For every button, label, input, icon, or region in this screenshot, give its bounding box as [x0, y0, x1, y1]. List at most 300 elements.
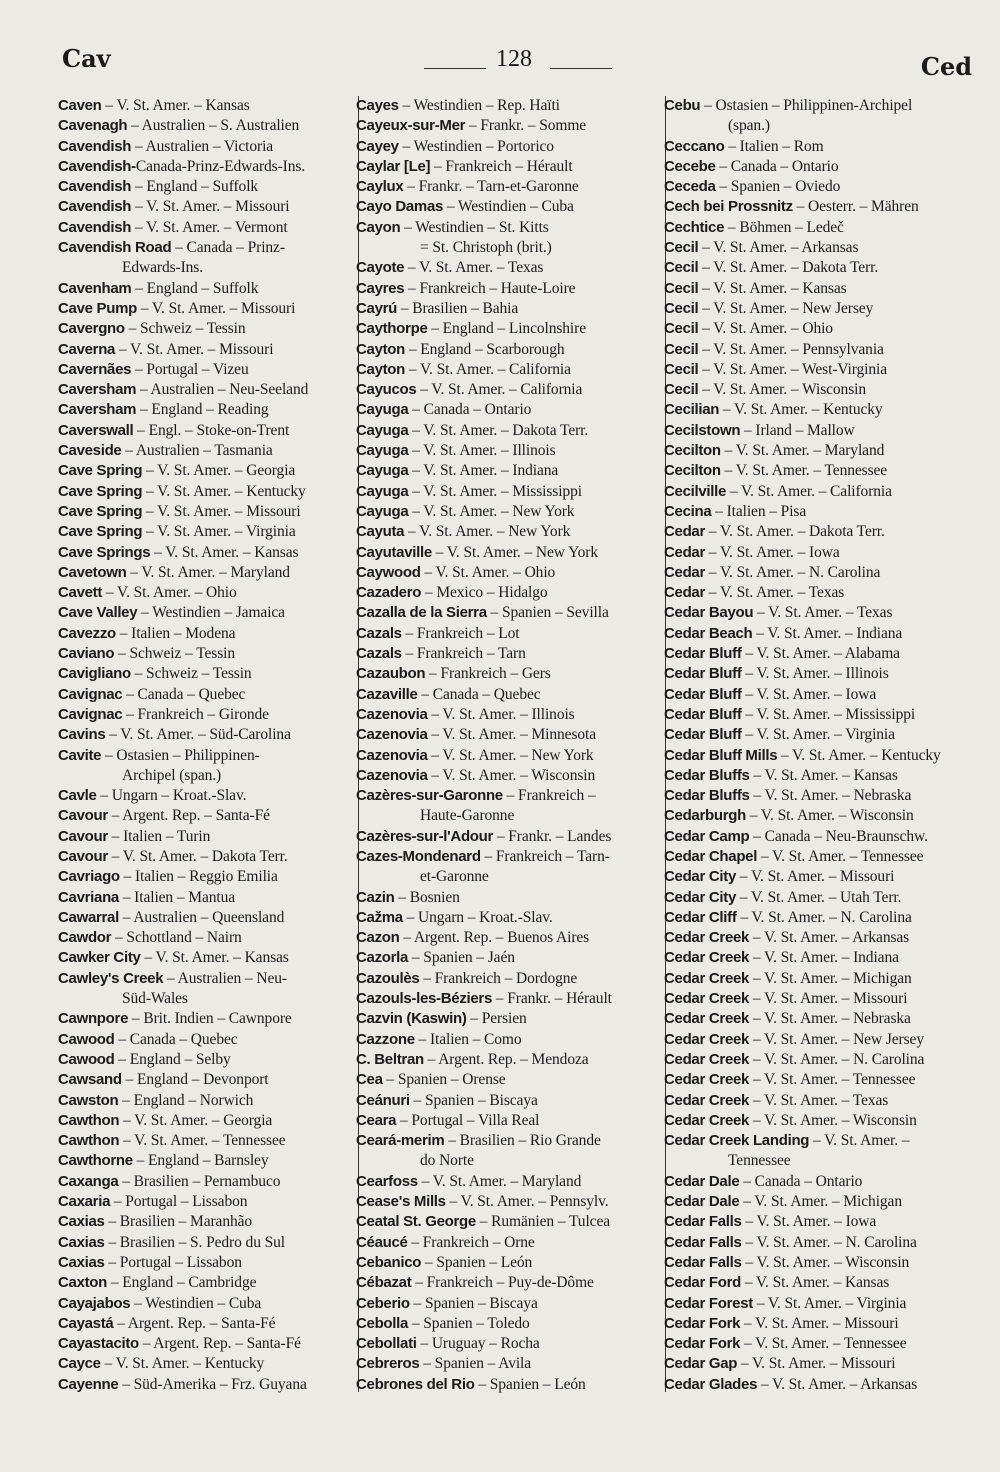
entry-place-name: Cazon [356, 929, 400, 947]
gazetteer-entry [664, 1314, 972, 1334]
gazetteer-entry [58, 197, 354, 217]
entry-place-name: Caverswall [58, 421, 134, 439]
entry-place-name: Caversham [58, 381, 137, 399]
entry-place-name: Cayuga [356, 401, 409, 419]
entry-place-name: Cecil [664, 360, 699, 378]
gazetteer-entry [664, 502, 972, 522]
entry-location: – Argent. Rep. – Santa-Fé [138, 1335, 301, 1353]
gazetteer-entry [58, 380, 354, 400]
entry-location: – Frankreich – Orne [407, 1233, 535, 1251]
entry-place-name: Cecina [664, 502, 712, 520]
entry-place-name: Cazorla [356, 949, 409, 967]
entry-location: – Canada – Quebec [417, 685, 541, 703]
entry-place-name: Cayon [356, 218, 401, 236]
gazetteer-entry [58, 116, 354, 136]
entry-location: – V. St. Amer. – California [416, 381, 583, 399]
entry-place-name: Cave Pump [58, 299, 137, 317]
entry-place-name: Cedar Bluffs [664, 787, 750, 805]
entry-location: – V. St. Amer. – New York [408, 502, 575, 520]
entry-location: do Norte [420, 1152, 474, 1170]
gazetteer-entry [664, 1354, 972, 1374]
entry-location: – Brasilien – Pernambuco [118, 1172, 281, 1190]
entry-continuation [58, 766, 354, 786]
gazetteer-entry [664, 766, 972, 786]
gazetteer-entry [664, 258, 972, 278]
gazetteer-entry [664, 543, 972, 563]
entry-place-name: Cawsand [58, 1071, 122, 1089]
gazetteer-entry [58, 502, 354, 522]
entry-location: – V. St. Amer. – Georgia [142, 462, 296, 480]
gazetteer-entry [58, 482, 354, 502]
entry-location: – Argent. Rep. – Santa-Fé [113, 1314, 276, 1332]
gazetteer-entry [356, 400, 656, 420]
entry-place-name: Cedar Bluff Mills [664, 746, 778, 764]
entry-place-name: Cedar Creek [664, 1050, 750, 1068]
entry-location: – Mexico – Hidalgo [421, 584, 548, 602]
gazetteer-entry [664, 685, 972, 705]
entry-location: – Frankr. – Hérault [492, 990, 612, 1008]
entry-location: – Frankreich – Tarn- [480, 847, 610, 865]
entry-place-name: Cedarburgh [664, 807, 747, 825]
entry-location: – V. St. Amer. – New York [427, 746, 594, 764]
entry-location: – Frankreich – Puy-de-Dôme [411, 1274, 594, 1292]
gazetteer-entry [356, 157, 656, 177]
entry-place-name: Cawthorne [58, 1152, 133, 1170]
entry-place-name: Cazères-sur-l'Adour [356, 827, 494, 845]
entry-place-name: Cawley's Creek [58, 969, 164, 987]
gazetteer-entry [664, 1375, 972, 1395]
entry-location: Archipel (span.) [122, 766, 222, 784]
entry-location: – V. St. Amer. – Texas [749, 1091, 889, 1109]
gazetteer-entry [58, 461, 354, 481]
entry-place-name: Cecil [664, 279, 699, 297]
entry-location: – Frankreich – [502, 787, 596, 805]
entry-place-name: Cavendish- [58, 157, 136, 175]
entry-location: – England – Scarborough [405, 340, 565, 358]
gazetteer-entry [356, 1212, 656, 1232]
entry-location: – V. St. Amer. – Dakota Terr. [705, 523, 885, 541]
entry-place-name: Cedar [664, 563, 706, 581]
entry-place-name: Cedar Creek [664, 1111, 750, 1129]
entry-location: – V. St. Amer. – Michigan [739, 1193, 902, 1211]
gazetteer-entry [356, 644, 656, 664]
entry-location: – V. St. Amer. – West-Virginia [698, 360, 887, 378]
entry-location: – V. St. Amer. – Kansas [101, 97, 250, 114]
entry-location: – Canada – Quebec [122, 685, 246, 703]
entry-location: – Italien – Pisa [711, 502, 807, 520]
entry-location: – Uruguay – Rocha [416, 1335, 540, 1353]
entry-location: – V. St. Amer. – Georgia [119, 1111, 273, 1129]
entry-continuation [58, 258, 354, 278]
entry-place-name: Caven [58, 97, 102, 114]
gazetteer-entry [356, 705, 656, 725]
entry-location: – V. St. Amer. – Kansas [698, 279, 847, 297]
entry-location: – Frankr. – Landes [493, 827, 612, 845]
page-header [0, 44, 1000, 84]
entry-place-name: Cecilton [664, 442, 721, 460]
gazetteer-entry [58, 583, 354, 603]
entry-place-name: Cavour [58, 827, 108, 845]
entry-place-name: Cedar Bluff [664, 726, 742, 744]
entry-location: – V. St. Amer. – Virginia [741, 726, 895, 744]
entry-location: – V. St. Amer. – Maryland [417, 1172, 582, 1190]
gazetteer-entry [356, 928, 656, 948]
entry-place-name: Cazadero [356, 584, 422, 602]
gazetteer-entry [356, 563, 656, 583]
entry-place-name: Cazenovia [356, 726, 428, 744]
entry-place-name: Cedar Falls [664, 1253, 742, 1271]
entry-location: – Italien – Como [414, 1030, 522, 1048]
gazetteer-entry [58, 1070, 354, 1090]
entry-place-name: Cedar Chapel [664, 847, 758, 865]
gazetteer-entry [58, 1253, 354, 1273]
entry-location: – Spanien – Sevilla [486, 604, 609, 622]
entry-place-name: Cazalla de la Sierra [356, 604, 487, 622]
entry-location: – V. St. Amer. – Indiana [749, 949, 899, 967]
entry-place-name: Cavignac [58, 705, 123, 723]
gazetteer-entry [664, 522, 972, 542]
gazetteer-entry [356, 340, 656, 360]
entry-place-name: Caxias [58, 1213, 105, 1231]
entry-continuation [356, 1151, 656, 1171]
entry-place-name: Cedar Glades [664, 1375, 758, 1393]
entry-location: – V. St. Amer. – Missouri [737, 1355, 896, 1373]
entry-location: – V. St. Amer. – Missouri [749, 990, 908, 1008]
entry-place-name: Cébazat [356, 1274, 412, 1292]
entry-location: – V. St. Amer. – Tennessee [740, 1335, 907, 1353]
entry-place-name: Cavigliano [58, 665, 131, 683]
gazetteer-entry [664, 400, 972, 420]
entry-place-name: Caylar [Le] [356, 157, 431, 175]
entry-place-name: Cayton [356, 340, 406, 358]
entry-location: – V. St. Amer. – Utah Terr. [736, 888, 902, 906]
gazetteer-entry [664, 421, 972, 441]
entry-place-name: Cayote [356, 259, 405, 277]
entry-place-name: Cecil [664, 340, 699, 358]
gazetteer-entry [58, 1314, 354, 1334]
entry-location: – V. St. Amer. – [809, 1132, 910, 1150]
entry-place-name: Caverna [58, 340, 116, 358]
gazetteer-entry [58, 827, 354, 847]
entry-location: – England – Lincolnshire [427, 320, 586, 338]
entry-location: – Spanien – Avila [419, 1355, 532, 1373]
entry-place-name: Cedar Creek [664, 1071, 750, 1089]
entry-location: – V. St. Amer. – Süd-Carolina [105, 726, 291, 744]
gazetteer-entry [356, 1294, 656, 1314]
gazetteer-entry [664, 360, 972, 380]
gazetteer-entry [356, 1030, 656, 1050]
entry-place-name: Cave Spring [58, 462, 143, 480]
entry-place-name: Ceánuri [356, 1091, 410, 1109]
entry-place-name: Cecilton [664, 462, 721, 480]
gazetteer-entry [664, 1131, 972, 1151]
gazetteer-entry [664, 827, 972, 847]
gazetteer-entry [58, 847, 354, 867]
gazetteer-entry [356, 197, 656, 217]
entry-location: – V. St. Amer. – Maryland [126, 563, 290, 581]
entry-location: – V. St. Amer. – Mississippi [408, 482, 582, 500]
entry-place-name: Ceberio [356, 1294, 410, 1312]
entry-location: – V. St. Amer. – Dakota Terr. [408, 421, 589, 439]
entry-location: – Ungarn – Kroat.-Slav. [402, 908, 553, 926]
entry-location: – Spanien – Jaén [408, 949, 515, 967]
entry-location: – Westindien – Cuba [443, 198, 574, 216]
entry-continuation [664, 116, 972, 136]
gazetteer-entry [356, 1131, 656, 1151]
entry-location: – V. St. Amer. – Ohio [698, 320, 833, 338]
entry-place-name: Cebollati [356, 1335, 417, 1353]
entry-location: – V. St. Amer. – Nebraska [749, 787, 912, 805]
gazetteer-entry [664, 1070, 972, 1090]
entry-location: – V. St. Amer. – Missouri [115, 340, 274, 358]
entry-place-name: Cea [356, 1071, 383, 1089]
entry-location: – Schottland – Nairn [111, 929, 242, 947]
entry-location: – Brasilien – S. Pedro du Sul [104, 1233, 285, 1251]
entry-place-name: Cebreros [356, 1355, 420, 1373]
entry-place-name: Cedar [664, 523, 706, 541]
gazetteer-entry [356, 908, 656, 928]
entry-place-name: C. Beltran [356, 1050, 424, 1068]
gazetteer-entry [664, 279, 972, 299]
gazetteer-entry [356, 1111, 656, 1131]
entry-location: – Irland – Mallow [740, 421, 855, 439]
gazetteer-entry [664, 969, 972, 989]
entry-place-name: Cawood [58, 1030, 115, 1048]
entry-location: – Canada – Ontario [739, 1172, 863, 1190]
entry-place-name: Cayo Damas [356, 198, 444, 216]
gazetteer-entry [356, 1070, 656, 1090]
gazetteer-entry [356, 1009, 656, 1029]
entry-place-name: Cecil [664, 239, 699, 257]
gazetteer-entry [356, 441, 656, 461]
entry-place-name: Cazaubon [356, 665, 426, 683]
gazetteer-entry [664, 177, 972, 197]
header-rule-left [424, 68, 486, 69]
gazetteer-entry [58, 1111, 354, 1131]
entry-location: – V. St. Amer. – Kansas [741, 1274, 890, 1292]
entry-place-name: Caylux [356, 178, 404, 196]
gazetteer-entry [664, 461, 972, 481]
gazetteer-entry [356, 664, 656, 684]
entry-location: – Persien [466, 1010, 527, 1028]
entry-location: – Ungarn – Kroat.-Slav. [96, 787, 247, 805]
entry-place-name: Cedar Camp [664, 827, 750, 845]
entry-place-name: Cavett [58, 584, 103, 602]
gazetteer-entry [664, 441, 972, 461]
entry-place-name: Cazvin (Kaswin) [356, 1010, 467, 1028]
entry-location: – V. St. Amer. – Tennessee [749, 1071, 916, 1089]
gazetteer-entry [58, 522, 354, 542]
page-number: 128 [496, 46, 532, 72]
entry-location: – Westindien – Rep. Haïti [398, 97, 560, 114]
gazetteer-entry [58, 1172, 354, 1192]
entry-location: – Westindien – St. Kitts [400, 218, 549, 236]
entry-location: – Ostasien – Philippinen-Archipel [700, 97, 913, 114]
gazetteer-entry [356, 746, 656, 766]
gazetteer-entry [58, 1009, 354, 1029]
gazetteer-entry [664, 1253, 972, 1273]
gazetteer-entry [664, 1091, 972, 1111]
entry-location: – V. St. Amer. – Wisconsin [746, 807, 914, 825]
entry-location: – Frankr. – Somme [465, 117, 587, 135]
gazetteer-entry [58, 867, 354, 887]
entry-place-name: Cebrones del Rio [356, 1375, 475, 1393]
entry-location: – Australien – Queensland [118, 908, 285, 926]
gazetteer-entry [664, 319, 972, 339]
entry-place-name: Cedar Creek [664, 1030, 750, 1048]
gazetteer-entry [664, 197, 972, 217]
entry-location: – Australien – Neu- [163, 969, 287, 987]
entry-place-name: Cavenagh [58, 117, 128, 135]
entry-place-name: Cayes [356, 97, 399, 114]
entry-place-name: Cave Spring [58, 523, 143, 541]
entry-location: – V. St. Amer. – Arkansas [698, 239, 859, 257]
entry-place-name: Cave Spring [58, 502, 143, 520]
entry-location: – V. St. Amer. – Dakota Terr. [698, 259, 879, 277]
entry-location: – Spanien – Biscaya [409, 1294, 538, 1312]
gazetteer-entry [58, 1050, 354, 1070]
entry-location: – England – Reading [136, 401, 269, 419]
entry-place-name: Cedar Creek [664, 929, 750, 947]
entry-location: – Spanien – León [421, 1253, 533, 1271]
entry-location: – V. St. Amer. – Ohio [420, 563, 556, 581]
entry-location: – V. St. Amer. – Iowa [741, 685, 877, 703]
entry-place-name: Cavle [58, 787, 97, 805]
entry-location: – V. St. Amer. – Kentucky [719, 401, 883, 419]
gazetteer-entry [664, 806, 972, 826]
entry-location: – V. St. Amer. – Missouri [740, 1314, 899, 1332]
gazetteer-entry [664, 1111, 972, 1131]
gazetteer-entry [58, 664, 354, 684]
gazetteer-entry [356, 279, 656, 299]
entry-place-name: Cavergno [58, 320, 125, 338]
gazetteer-entry [664, 867, 972, 887]
entry-place-name: Cedar Dale [664, 1172, 740, 1190]
entry-place-name: Cazères-sur-Garonne [356, 787, 503, 805]
gazetteer-entry [664, 746, 972, 766]
entry-place-name: Cebu [664, 97, 701, 114]
entry-location: – Brit. Indien – Cawnpore [128, 1010, 292, 1028]
gazetteer-entry [58, 948, 354, 968]
entry-place-name: Cavignac [58, 685, 123, 703]
entry-location: – Canada – Quebec [114, 1030, 238, 1048]
gazetteer-entry [58, 96, 354, 116]
gazetteer-entry [356, 583, 656, 603]
entry-location: – Frankreich – Haute-Loire [404, 279, 576, 297]
entry-place-name: Cawston [58, 1091, 119, 1109]
entry-place-name: Cavetown [58, 563, 127, 581]
entry-location: – V. St. Amer. – Wisconsin [427, 766, 596, 784]
entry-place-name: Cedar Dale [664, 1193, 740, 1211]
entry-place-name: Cedar Beach [664, 624, 753, 642]
entry-location: et-Garonne [420, 868, 489, 886]
entry-place-name: Caxias [58, 1233, 105, 1251]
entry-location: – V. St. Amer. – Texas [705, 584, 845, 602]
gazetteer-entry [664, 1172, 972, 1192]
running-head-right: Ced [920, 52, 972, 81]
entry-place-name: Cedar [664, 543, 706, 561]
gazetteer-entry [356, 1172, 656, 1192]
gazetteer-entry [356, 1273, 656, 1293]
entry-place-name: Cazenovia [356, 705, 428, 723]
entry-location: – V. St. Amer. – Illinois [427, 705, 575, 723]
entry-location: – V. St. Amer. – Michigan [749, 969, 912, 987]
entry-place-name: Ceccano [664, 137, 725, 155]
gazetteer-entry [58, 908, 354, 928]
entry-location: – Schweiz – Tessin [124, 320, 246, 338]
entry-location: – Frankreich – Gironde [122, 705, 269, 723]
gazetteer-entry [356, 1091, 656, 1111]
entry-place-name: Ceara [356, 1111, 397, 1129]
header-rule-right [550, 68, 612, 69]
entry-location: – V. St. Amer. – Nebraska [749, 1010, 911, 1028]
entry-place-name: Cedar Creek [664, 1010, 750, 1028]
gazetteer-entry [664, 583, 972, 603]
entry-place-name: Cawood [58, 1050, 115, 1068]
gazetteer-entry [664, 1334, 972, 1354]
entry-place-name: Cedar Creek Landing [664, 1132, 810, 1150]
entry-place-name: Cedar Falls [664, 1233, 742, 1251]
entry-location: – V. St. Amer. – Tennessee [119, 1132, 286, 1150]
entry-location: = St. Christoph (brit.) [420, 239, 552, 257]
entry-place-name: Cayastá [58, 1314, 114, 1332]
entry-location: – V. St. Amer. – Mississippi [741, 705, 916, 723]
entry-continuation [356, 806, 656, 826]
entry-place-name: Cavenham [58, 279, 132, 297]
entry-place-name: Cechtice [664, 218, 725, 236]
gazetteer-entry [664, 888, 972, 908]
entry-location: – V. St. Amer. – Missouri [137, 299, 296, 317]
entry-place-name: Cayuga [356, 482, 409, 500]
entry-place-name: Cedar Fork [664, 1314, 741, 1332]
entry-location: – Spanien – León [474, 1375, 586, 1393]
entry-place-name: Cawdor [58, 929, 112, 947]
entry-location: – V. St. Amer. – N. Carolina [736, 908, 912, 926]
gazetteer-entry [58, 603, 354, 623]
entry-place-name: Cayeux-sur-Mer [356, 117, 466, 135]
gazetteer-entry [58, 1233, 354, 1253]
entry-location: – V. St. Amer. – New York [404, 523, 571, 541]
gazetteer-entry [664, 644, 972, 664]
gazetteer-entry [356, 137, 656, 157]
entry-location: – V. St. Amer. – Arkansas [749, 929, 910, 947]
entry-location: – Portugal – Villa Real [396, 1111, 540, 1129]
entry-location: – V. St. Amer. – Indiana [752, 624, 903, 642]
gazetteer-entry [356, 482, 656, 502]
entry-location: – Frankreich – Dordogne [419, 969, 578, 987]
gazetteer-entry [58, 563, 354, 583]
entry-place-name: Cedar Falls [664, 1213, 742, 1231]
entry-continuation [356, 238, 656, 258]
gazetteer-column-1 [58, 96, 354, 1395]
entry-place-name: Céaucé [356, 1233, 408, 1251]
entry-location: – Süd-Amerika – Frz. Guyana [118, 1375, 307, 1393]
entry-place-name: Cech bei Prossnitz [664, 198, 793, 216]
entry-place-name: Cayuta [356, 523, 405, 541]
entry-place-name: Cease's Mills [356, 1193, 446, 1211]
entry-place-name: Ceará-merim [356, 1132, 445, 1150]
entry-location: – England – Devonport [121, 1071, 269, 1089]
gazetteer-entry [664, 137, 972, 157]
entry-location: – V. St. Amer. – New Jersey [698, 299, 874, 317]
entry-place-name: Cedar [664, 584, 706, 602]
gazetteer-entry [356, 624, 656, 644]
gazetteer-entry [356, 299, 656, 319]
gazetteer-entry [664, 847, 972, 867]
entry-location: – Portugal – Lissabon [104, 1253, 242, 1271]
entry-location: – Frankreich – Hérault [430, 157, 573, 175]
entry-location: – Frankreich – Tarn [401, 645, 526, 663]
